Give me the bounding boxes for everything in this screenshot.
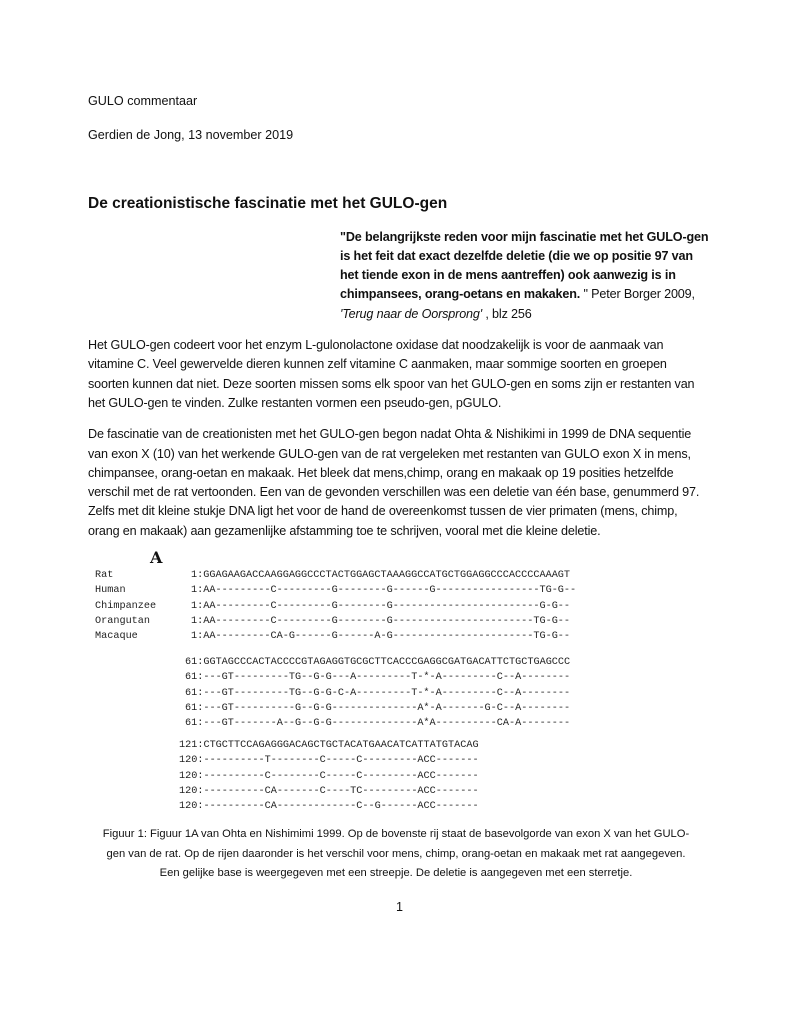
quote-attribution: " Peter Borger 2009, [580,287,695,302]
doc-header-title: GULO commentaar [88,94,198,108]
sequence-row: 121:CTGCTTCCAGAGGGACAGCTGCTACATGAACATCATTATGTACAG [179,740,479,752]
alignment-figure [88,549,711,819]
sequence-row: 61:---GT---------TG--G-G-C-A---------T-*-A---------C--A-------- [185,687,571,699]
sequence-row: 1:AA---------C---------G--------G------------------------G-G-- [191,600,571,612]
sequence-row: 120:----------CA-------------C--G------ACC------- [179,801,479,813]
sequence-row: 61:---GT----------G--G-G--------------A*-A-------G-C--A-------- [185,702,571,714]
alignment-block-2 [185,655,570,731]
sequence-row: 120:----------CA-------C----TC---------ACC------- [179,785,479,797]
sequence-row: 61:GGTAGCCCACTACCCCGTAGAGGTGCGCTTCACCCGAGGCGATGACATTCTGCTGAGCCC [185,657,571,669]
doc-author-date: Gerdien de Jong, 13 november 2019 [88,128,294,143]
page-number: 1 [395,899,403,914]
section-title: De creationistische fascinatie met het GULO-gen [88,194,448,212]
quote-text: "De belangrijkste reden voor mijn fascinatie met het GULO-gen is het feit dat exact dezelfde deletie (die we op positie 97 van het tiende exon in de mens aantreffen) ook aanwezig is in chimpansees, orang-oetans en makaken. [340,229,709,302]
paragraph: De fascinatie van de creationisten met het GULO-gen begon nadat Ohta & Nishikimi in 1999 de DNA sequentie van exon X (10) van het werkende GULO-gen van de rat vergeleken met restanten van GULO exon X in mens, chimpansee, orang-oetan en makaak. Het bleek dat mens,chimp, orang en makaak op 19 posities hetzelfde verschil met de rat vertoonden. Een van de gevonden verschillen was een deletie van één base, genummerd 97. Zelfs met dit kleine stukje DNA ligt het voor de hand de overeenkomst tussen de vier primaten (mens, chimp, orang en makaak) aan gezamenlijke afstamming toe te schrijven, vooral met die kleine deletie. [88,427,700,538]
quote-page: , blz 256 [482,306,532,321]
paragraph: Het GULO-gen codeert voor het enzym L-gulonolactone oxidase dat noodzakelijk is voor de aanmaak van vitamine C. Veel gewervelde dieren kunnen zelf vitamine C aanmaken, maar sommige soorten en groepen soorten kunnen dat niet. Deze soorten missen soms elk spoor van het GULO-gen en soms zijn er restanten van het GULO-gen te vinden. Zulke restanten vormen een pseudo-gen, pGULO. [88,338,695,410]
sequence-row: 1:AA---------C---------G--------G-----------------------TG-G-- [191,615,571,627]
sequence-row: 1:AA---------CA-G------G------A-G-----------------------TG-G-- [191,631,571,643]
sequence-row: 1:AA---------C---------G--------G------G-----------------TG-G-- [191,585,577,597]
epigraph-quote [340,228,712,324]
quote-book-title: 'Terug naar de Oorsprong' [340,306,483,321]
species-label: Macaque [95,631,138,643]
alignment-block-3 [179,738,479,814]
species-label: Orangutan [95,615,151,627]
sequence-row: 1:GGAGAAGACCAAGGAGGCCCTACTGGAGCTAAAGGCCATGCTGGAGGCCCACCCCAAAGT [191,570,571,582]
sequence-row: 61:---GT---------TG--G-G---A---------T-*-A---------C--A-------- [185,672,571,684]
figure-panel-label: A [150,548,163,568]
species-label: Chimpanzee [95,600,157,612]
alignment-block-1 [95,568,576,644]
species-label: Human [95,585,126,597]
sequence-row: 120:----------C--------C-----C---------ACC------- [179,770,479,782]
species-label: Rat [95,570,114,582]
figure-caption: Figuur 1: Figuur 1A van Ohta en Nishimimi 1999. Op de bovenste rij staat de basevolgorde van exon X van het GULO-gen van de rat. Op de rijen daaronder is het verschil voor mens, chimp, orang-oetan en makaak met rat aangegeven. Een gelijke base is weergegeven met een streepje. De deletie is aangegeven met een sterretje. [102,828,690,880]
sequence-row: 61:---GT-------A--G--G-G--------------A*A----------CA-A-------- [185,718,571,730]
sequence-row: 120:----------T--------C-----C---------ACC------- [179,755,479,767]
